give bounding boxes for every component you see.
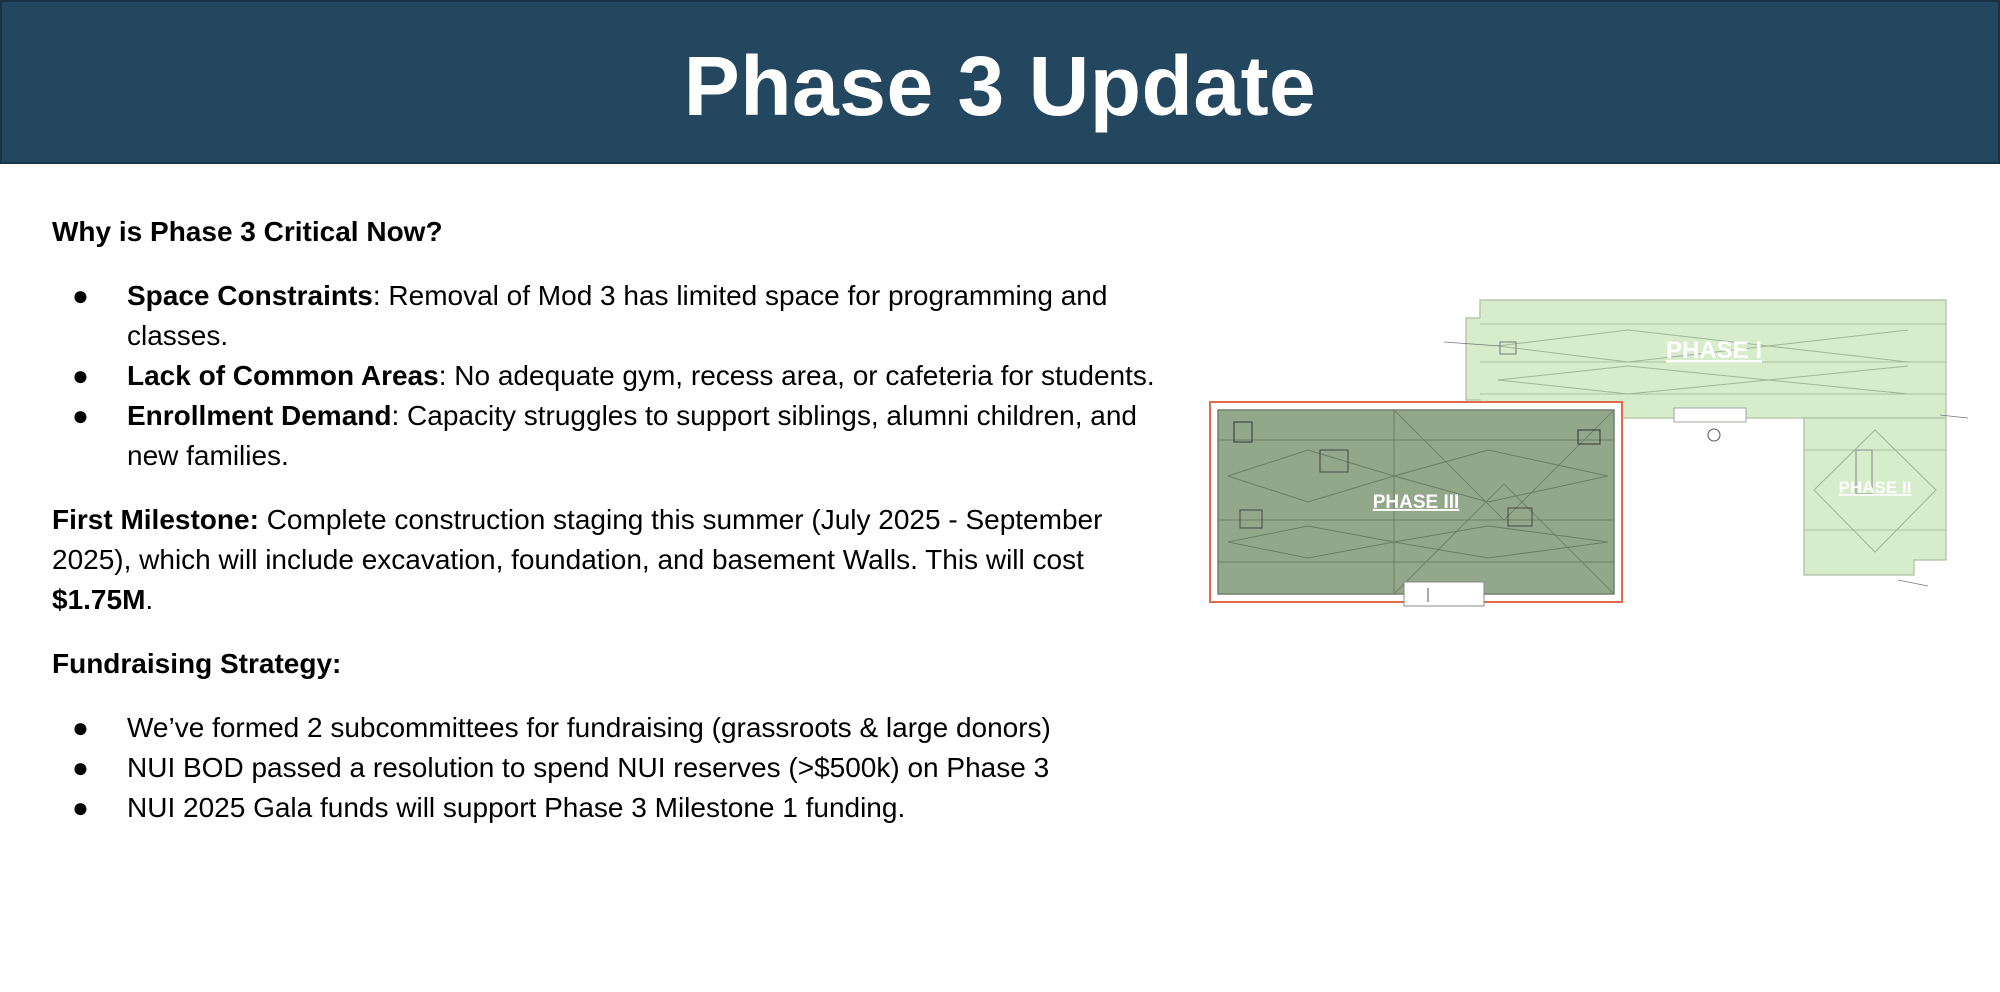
why-item-title: Enrollment Demand — [127, 400, 392, 431]
fundraising-item-text: NUI BOD passed a resolution to spend NUI reserves (>$500k) on Phase 3 — [127, 752, 1050, 783]
milestone-paragraph — [52, 500, 1162, 620]
phase1-label: PHASE I — [1665, 337, 1763, 364]
why-item-text: : No adequate gym, recess area, or cafeteria for students. — [438, 360, 1155, 391]
why-item-text: : Removal of Mod 3 has limited space for programming and classes. — [127, 280, 1108, 351]
milestone-cost: $1.75M — [52, 584, 146, 615]
phase2-label: PHASE II — [1838, 478, 1912, 497]
why-item-text: : Capacity struggles to support siblings, alumni children, and new families. — [127, 400, 1137, 471]
why-item — [52, 276, 1162, 356]
bullet-icon: ● — [72, 792, 89, 823]
phase3-label: PHASE III — [1372, 492, 1460, 513]
milestone-end: . — [145, 584, 154, 615]
bullet-icon: ● — [72, 752, 89, 783]
phase2-block — [1804, 418, 1946, 586]
why-item — [52, 356, 1162, 396]
why-item-title: Lack of Common Areas — [127, 360, 439, 391]
bullet-icon: ● — [72, 712, 89, 743]
fundraising-item — [52, 748, 1162, 788]
bullet-icon: ● — [72, 360, 89, 391]
page-title: Phase 3 Update — [683, 38, 1317, 133]
fundraising-item — [52, 788, 1162, 828]
milestone-label: First Milestone: — [52, 504, 259, 535]
why-heading: Why is Phase 3 Critical Now? — [52, 216, 443, 247]
fundraising-item-text: NUI 2025 Gala funds will support Phase 3 Milestone 1 funding. — [127, 792, 906, 823]
fundraising-item — [52, 708, 1162, 748]
fundraising-heading: Fundraising Strategy: — [52, 648, 342, 679]
why-list — [52, 276, 1162, 476]
bullet-icon: ● — [72, 280, 89, 311]
why-item-title: Space Constraints — [127, 280, 373, 311]
milestone-text: Complete construction staging this summer (July 2025 - September 2025), which will include excavation, foundation, and basement Walls. This will cost — [52, 504, 1103, 575]
fundraising-list — [52, 708, 1162, 828]
content-column — [52, 212, 1162, 828]
title-bar — [0, 0, 2000, 164]
bullet-icon: ● — [72, 400, 89, 431]
fundraising-item-text: We’ve formed 2 subcommittees for fundraising (grassroots & large donors) — [127, 712, 1051, 743]
site-plan-image — [1208, 290, 1976, 610]
why-item — [52, 396, 1162, 476]
